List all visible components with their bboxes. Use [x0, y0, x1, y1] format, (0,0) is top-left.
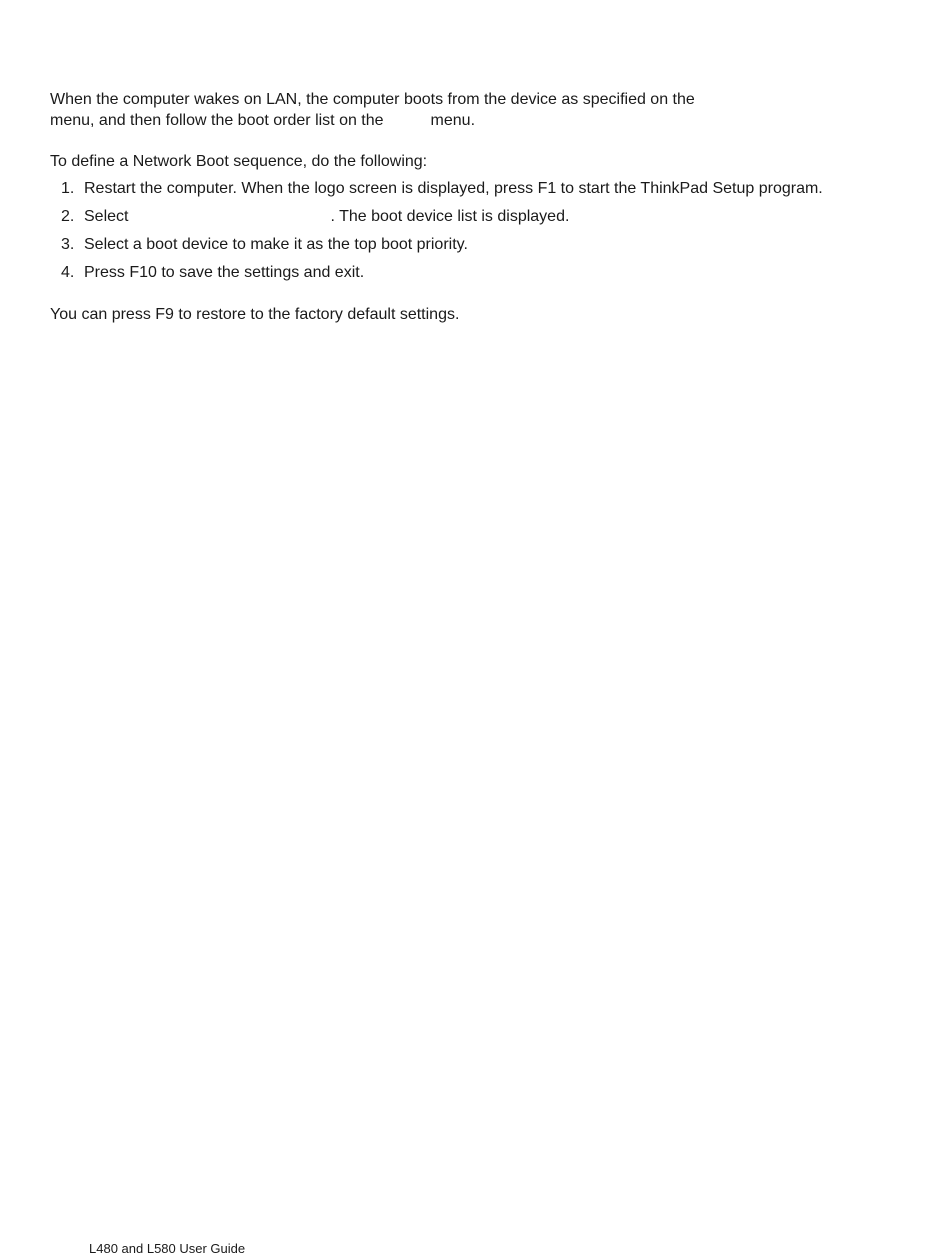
step-number: 1.	[61, 180, 75, 197]
intro-line-2-start: menu, and then follow the boot order list on the	[50, 112, 384, 129]
step-number: 4.	[61, 264, 75, 281]
step-2-text-end: . The boot device list is displayed.	[330, 208, 570, 225]
intro-line-1: When the computer wakes on LAN, the computer boots from the device as specified on the	[50, 91, 695, 108]
step-number: 3.	[61, 236, 75, 253]
step-2-text-start: Select	[84, 208, 129, 225]
step-text: Select a boot device to make it as the top boot priority.	[84, 236, 468, 253]
intro-line-2-end: menu.	[430, 112, 476, 129]
intro-paragraph	[50, 89, 695, 131]
procedure-intro: To define a Network Boot sequence, do the following:	[50, 153, 428, 170]
step-text: Press F10 to save the settings and exit.	[84, 264, 365, 281]
page-footer: L480 and L580 User Guide	[89, 1241, 246, 1256]
step-text: Restart the computer. When the logo screen is displayed, press F1 to start the ThinkPad Setup program.	[84, 180, 823, 197]
closing-paragraph: You can press F9 to restore to the factory default settings.	[50, 306, 460, 323]
step-number: 2.	[61, 208, 75, 225]
step-text	[84, 206, 569, 227]
